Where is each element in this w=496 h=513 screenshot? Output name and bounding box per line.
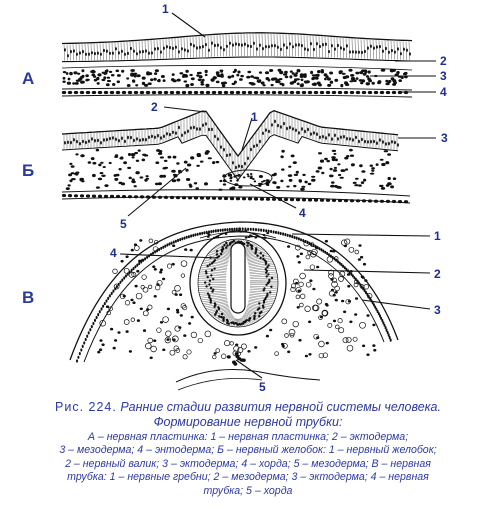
stage-a-label-4: 4: [440, 85, 447, 99]
stage-a-label-2: 2: [440, 54, 447, 68]
stage-b-letter: Б: [22, 161, 35, 180]
caption-legend: [4, 431, 492, 498]
stage-v-label-4: 4: [110, 246, 117, 260]
stage-a-label-1: 1: [162, 2, 169, 16]
caption-line: 2 – нервный валик; 3 – эктодерма; 4 – хорда; 5 – мезодерма; В – нервная: [65, 457, 431, 470]
stage-v-label-2: 2: [434, 267, 441, 281]
caption-line: 3 – мезодерма; 4 – энтодерма; Б – нервный желобок: 1 – нервный желобок;: [59, 444, 437, 457]
figure-number: Рис. 224.: [55, 400, 117, 414]
stage-b-label-2: 2: [151, 100, 158, 114]
stage-v-label-1: 1: [434, 229, 441, 243]
stage-a-letter: А: [22, 69, 35, 88]
stage-v-letter: В: [22, 288, 35, 307]
caption-title: [4, 400, 492, 430]
stage-b-label-4: 4: [299, 206, 306, 220]
stage-v-label-5: 5: [259, 380, 266, 394]
caption-title-line-1: Ранние стадии развития нервной системы человека.: [120, 400, 441, 414]
tissue-drawing: [62, 33, 412, 390]
stage-b-label-5: 5: [120, 217, 127, 231]
stage-b-label-3: 3: [441, 131, 448, 145]
stage-v-label-3: 3: [434, 303, 441, 317]
caption-line: трубка; 5 – хорда: [203, 484, 293, 497]
caption-title-line-2: Формирование нервной трубки:: [153, 415, 343, 429]
caption-line: трубка: 1 – нервные гребни; 2 – мезодерма; 3 – эктодерма; 4 – нервная: [67, 471, 429, 484]
figure-caption: [4, 400, 492, 498]
stage-a-label-3: 3: [440, 69, 447, 83]
caption-line: А – нервная пластинка: 1 – нервная пластинка; 2 – эктодерма;: [87, 431, 409, 443]
stage-b-label-1: 1: [251, 110, 258, 124]
